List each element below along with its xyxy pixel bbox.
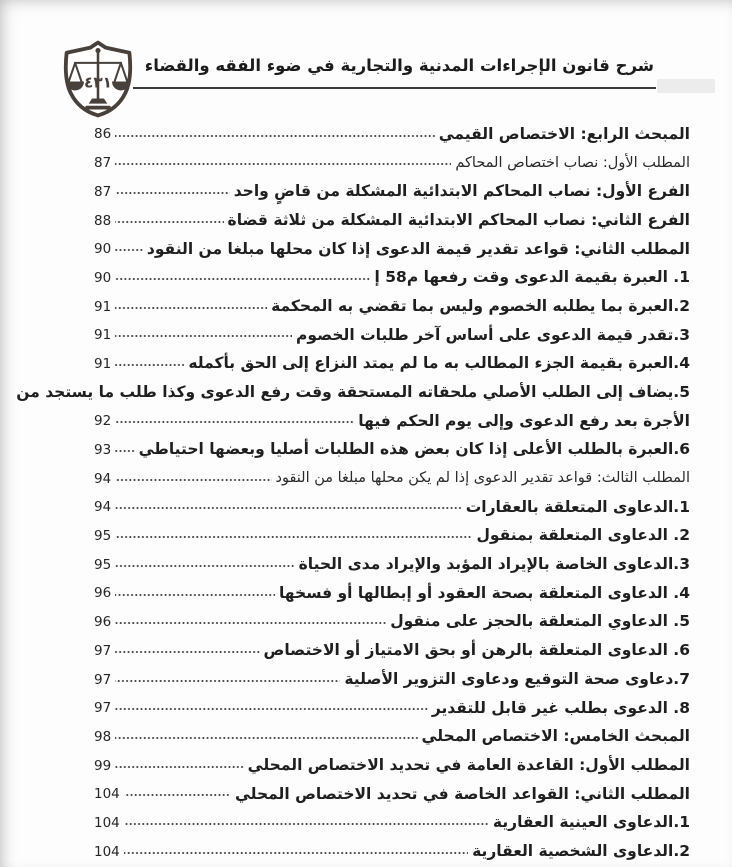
toc-leader-dots xyxy=(124,821,489,826)
toc-entry xyxy=(94,518,690,547)
toc-leader-dots xyxy=(115,334,292,339)
toc-page-number: 87 xyxy=(94,183,112,200)
toc-leader-dots xyxy=(115,592,275,597)
toc-entry-text: المطلب الثالث: قواعد تقدير الدعوى إذا لم يكن محلها مبلغا من النقود xyxy=(275,470,690,487)
toc-entry xyxy=(94,460,690,489)
toc-entry-text: الأجرة بعد رفع الدعوى وإلى يوم الحكم فيها xyxy=(358,411,690,430)
toc-leader-dots xyxy=(115,448,134,453)
toc-entry xyxy=(94,259,690,288)
toc-leader-dots xyxy=(115,534,472,539)
toc-list xyxy=(16,116,690,862)
toc-entry-text: المطلب الأول: نصاب اختصاص المحاكم xyxy=(455,154,690,171)
book-title: شرح قانون الإجراءات المدنية والتجارية في ضوء الفقه والقضاء xyxy=(144,56,654,75)
toc-entry-text: 6. الدعاوى المتعلقة بالرهن أو بحق الامتياز أو الاختصاص xyxy=(263,641,690,660)
toc-leader-dots xyxy=(115,649,259,654)
toc-leader-dots xyxy=(115,276,370,281)
toc-entry xyxy=(94,317,690,346)
toc-entry xyxy=(94,575,690,604)
toc-entry xyxy=(94,661,690,690)
toc-entry xyxy=(94,346,690,375)
toc-entry xyxy=(94,546,690,575)
toc-entry xyxy=(94,805,690,834)
toc-entry xyxy=(94,776,690,805)
page-header xyxy=(0,0,732,118)
toc-page-number: 99 xyxy=(94,757,112,774)
toc-entry-text: 2.الدعاوى الشخصية العقارية xyxy=(472,841,690,860)
toc-leader-dots xyxy=(115,620,386,625)
toc-leader-dots xyxy=(115,190,230,195)
toc-entry xyxy=(94,288,690,317)
toc-entry-text: 3.الدعاوى الخاصة بالإيراد المؤبد والإيراد مدى الحياة xyxy=(298,555,690,574)
toc-page-number: 92 xyxy=(94,413,112,430)
toc-page-number: 97 xyxy=(94,642,112,659)
toc-entry-text: 1.الدعاوى العينية العقارية xyxy=(492,813,690,832)
toc-page-number: 91 xyxy=(94,355,112,372)
toc-page-number: 90 xyxy=(94,269,112,286)
toc-entry xyxy=(94,604,690,633)
toc-entry-text: 2.العبرة بما يطلبه الخصوم وليس بما تقضي به المحكمة xyxy=(271,296,690,315)
toc-page-number: 97 xyxy=(94,700,112,717)
scales-of-justice-shield-icon xyxy=(54,40,142,118)
toc-entry-text: 5.يضاف إلى الطلب الأصلي ملحقاته المستحقة وقت رفع الدعوى وكذا طلب ما يستجد من xyxy=(16,382,690,401)
toc-entry xyxy=(94,116,690,145)
toc-leader-dots xyxy=(115,305,267,310)
toc-page-number: 95 xyxy=(94,528,112,545)
toc-entry-text: 1. العبرة بقيمة الدعوى وقت رفعها م58 إ xyxy=(374,268,690,287)
toc-entry xyxy=(94,489,690,518)
header-rule xyxy=(133,87,656,89)
toc-entry-text: 4. الدعاوى المتعلقة بصحة العقود أو إبطالها أو فسخها xyxy=(278,583,690,602)
toc-page-number: 91 xyxy=(94,327,112,344)
toc-entry-text: 3.تقدر قيمة الدعوى على أساس آخر طلبات الخصوم xyxy=(296,325,690,344)
toc-entry-text: 8. الدعوى بطلب غير قابل للتقدير xyxy=(431,698,690,717)
toc-entry xyxy=(94,432,690,461)
toc-leader-dots xyxy=(115,506,462,511)
toc-entry xyxy=(94,718,690,747)
toc-leader-dots xyxy=(115,133,435,138)
toc-page-number: 94 xyxy=(94,470,112,487)
toc-leader-dots xyxy=(115,563,294,568)
toc-leader-dots xyxy=(115,678,340,683)
toc-page-number: 96 xyxy=(94,614,112,631)
toc-entry-text: المطلب الثاني: القواعد الخاصة في تحديد الاختصاص المحلي xyxy=(234,784,690,803)
scan-smudge xyxy=(657,79,715,93)
toc-page-number: 87 xyxy=(94,155,112,172)
toc-entry xyxy=(94,690,690,719)
toc-leader-dots xyxy=(124,850,468,855)
toc-leader-dots xyxy=(115,362,184,367)
toc-entry-text: 6.العبرة بالطلب الأعلى إذا كان بعض هذه الطلبات أصليا وبعضها احتياطي xyxy=(138,440,690,459)
toc-entry xyxy=(94,145,690,174)
toc-entry xyxy=(94,202,690,231)
toc-entry-text: 4.العبرة بقيمة الجزء المطالب به ما لم يمتد النزاع إلى الحق بأكمله xyxy=(188,354,690,373)
toc-leader-dots xyxy=(115,477,271,482)
toc-entry-text: المبحث الخامس: الاختصاص المحلي xyxy=(421,727,690,746)
toc-entry xyxy=(94,747,690,776)
toc-entry-text: 2. الدعاوى المتعلقة بمنقول xyxy=(476,526,690,545)
toc-entry-text: المطلب الأول: القاعدة العامة في تحديد الاختصاص المحلي xyxy=(247,755,690,774)
toc-page-number: 95 xyxy=(94,556,112,573)
toc-entry xyxy=(94,403,690,432)
toc-leader-dots xyxy=(115,219,223,224)
toc-page-number: 97 xyxy=(94,671,112,688)
toc-page-number: 98 xyxy=(94,728,112,745)
toc-page-number: 104 xyxy=(94,814,120,831)
toc-leader-dots xyxy=(115,764,243,769)
toc-entry xyxy=(94,632,690,661)
toc-leader-dots xyxy=(115,706,428,711)
toc-entry-text: الفرع الثاني: نصاب المحاكم الابتدائية المشكلة من ثلاثة قضاة xyxy=(227,210,690,229)
toc-page-number: 90 xyxy=(94,241,112,258)
toc-page-number: 91 xyxy=(94,298,112,315)
toc-leader-dots xyxy=(115,161,451,166)
toc-entry-text: 7.دعاوى صحة التوقيع ودعاوى التزوير الأصلية xyxy=(344,669,690,688)
toc-leader-dots xyxy=(115,420,354,425)
toc-leader-dots xyxy=(115,247,143,252)
toc-page-number: 88 xyxy=(94,212,112,229)
toc-entry-text: الفرع الأول: نصاب المحاكم الابتدائية المشكلة من قاضٍ واحد xyxy=(233,182,690,201)
toc-leader-dots xyxy=(115,735,417,740)
toc-entry xyxy=(94,231,690,260)
toc-leader-dots xyxy=(124,793,231,798)
toc-entry-text: المبحث الرابع: الاختصاص القيمي xyxy=(438,124,690,143)
toc-entry xyxy=(16,374,690,403)
toc-page-number: 86 xyxy=(94,126,112,143)
toc-page-number: 96 xyxy=(94,585,112,602)
toc-page-number: 93 xyxy=(94,442,112,458)
toc-page-number: 104 xyxy=(94,786,120,803)
toc-page-number: 94 xyxy=(94,499,112,516)
page-number-badge: ٤٣١ xyxy=(84,73,112,92)
toc-page-number: 104 xyxy=(94,843,120,860)
toc-entry xyxy=(94,173,690,202)
toc-entry-text: المطلب الثاني: قواعد تقدير قيمة الدعوى إذا كان محلها مبلغا من النقود xyxy=(146,239,690,258)
toc-entry-text: 5. الدعاوي المتعلقة بالحجز على منقول xyxy=(390,612,690,631)
toc-entry-text: 1.الدعاوى المتعلقة بالعقارات xyxy=(465,497,690,516)
toc-entry xyxy=(94,833,690,862)
